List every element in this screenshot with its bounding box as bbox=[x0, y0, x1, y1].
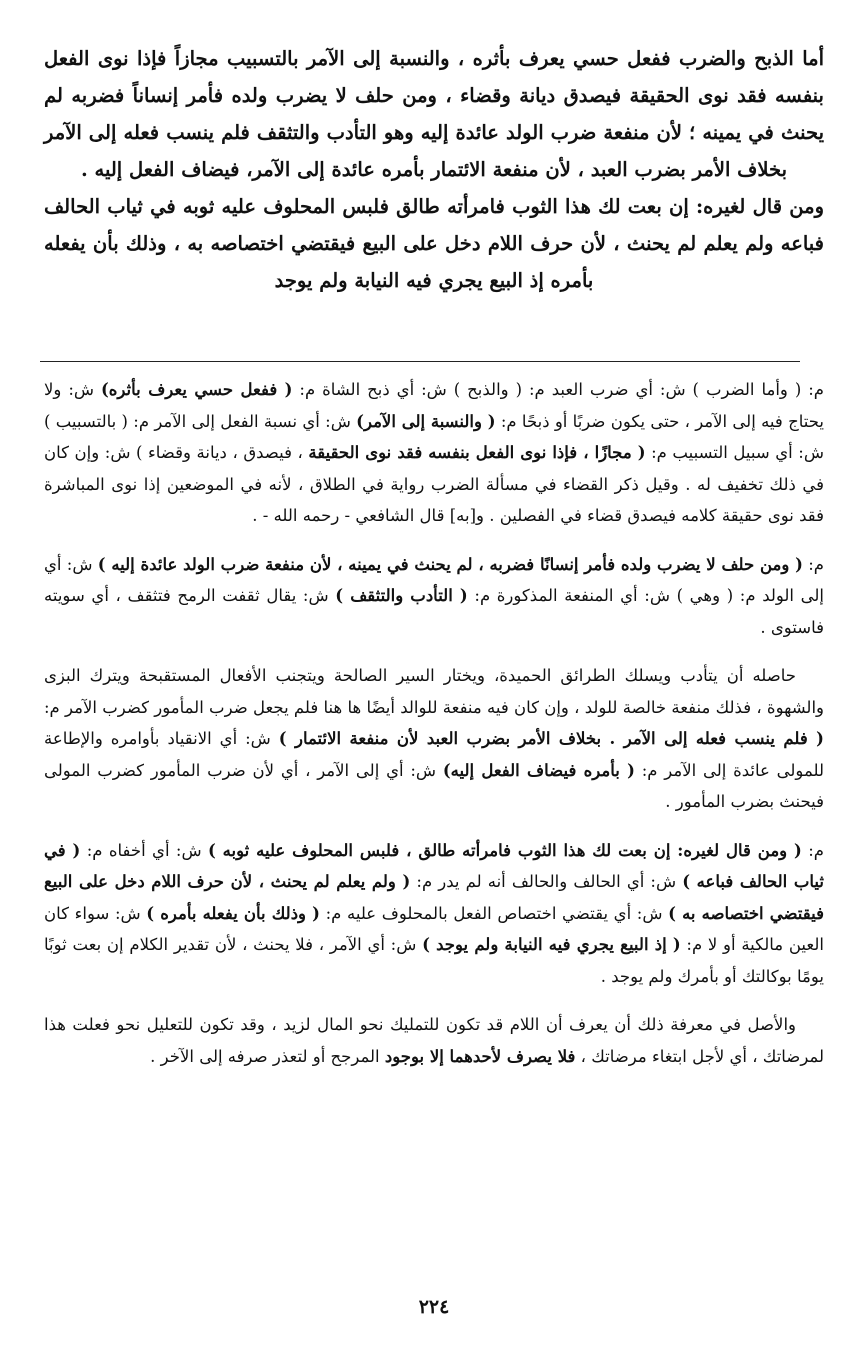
commentary-segment: المرجح أو لتعذر صرفه إلى الآخر . bbox=[150, 1046, 385, 1066]
commentary-segment: ( بأمره فيضاف الفعل إليه) bbox=[442, 760, 635, 780]
commentary-segment: ش: يقال ثقفت الرمح فتثقف ، أي سويته فاستوى . bbox=[44, 586, 824, 637]
commentary-segment: ش: أي يقتضي اختصاص الفعل بالمحلوف عليه م: bbox=[319, 903, 669, 923]
commentary-segment: ( التأدب والتثقف ) bbox=[335, 586, 468, 605]
commentary-segment: ش: أي إلى الولد م: ( وهي ) ش: أي المنفعة المذكورة م: bbox=[44, 554, 825, 605]
commentary-segment: ش: أي الآمر ، فلا يحنث ، لأن تقدير الكلام إن بعت ثوبًا يومًا بوكالتك أو بأمرك ولم يوجد . bbox=[44, 935, 824, 986]
commentary-segment: ش: أي الحالف والحالف أنه لم يدر م: bbox=[410, 872, 683, 891]
commentary-segment: ( ومن قال لغيره: إن بعت لك هذا الثوب فامرأته طالق ، فلبس المحلوف عليه ثوبه ) bbox=[208, 840, 802, 860]
commentary bbox=[44, 374, 824, 1089]
commentary-segment: ( ولم يعلم لم يحنث ، لأن حرف اللام دخل على البيع فيقتضي اختصاصه به ) bbox=[44, 872, 824, 923]
main-paragraph-2: ومن قال لغيره: إن بعت لك هذا الثوب فامرأته طالق فلبس المحلوف عليه ثوبه في ثياب الحالف فباعه ولم يعلم لم يحنث ، لأن حرف اللام دخل على البيع فيقتضي اختصاصه به ، وذلك بأن يفعله بأمره إذ البيع يجري فيه النيابة ولم يوجد bbox=[44, 195, 824, 292]
commentary-segment: ( والنسبة إلى الآمر) bbox=[356, 411, 496, 431]
main-text bbox=[44, 40, 824, 299]
commentary-paragraph-1 bbox=[44, 374, 824, 532]
commentary-segment: فلا يصرف لأحدهما إلا بوجود bbox=[384, 1046, 576, 1066]
commentary-segment: ( مجازًا ، فإذا نوى الفعل بنفسه فقد نوى الحقيقة bbox=[308, 443, 646, 462]
commentary-segment: م: ( وأما الضرب ) ش: أي ضرب العبد م: ( والذبح ) ش: أي ذبح الشاة م: bbox=[292, 380, 824, 399]
commentary-segment: ش: أي نسبة الفعل إلى الآمر م: ( بالتسبيب ) ش: أي سبيل التسبيب م: bbox=[44, 411, 825, 462]
commentary-segment: ( إذ البيع يجري فيه النيابة ولم يوجد ) bbox=[422, 935, 681, 954]
commentary-paragraph-5 bbox=[44, 1009, 824, 1072]
commentary-segment: ( وذلك بأن يفعله بأمره ) bbox=[146, 903, 320, 923]
commentary-segment: ش: سواء كان العين مالكية أو لا م: bbox=[44, 903, 824, 954]
commentary-paragraph-4 bbox=[44, 835, 824, 993]
commentary-segment: ش: أي الانقياد بأوامره والإطاعة للمولى عائدة إلى الآمر م: bbox=[44, 729, 824, 780]
commentary-segment: ( ففعل حسي يعرف بأثره) bbox=[100, 380, 293, 399]
section-divider bbox=[40, 361, 800, 362]
commentary-segment: ( فلم ينسب فعله إلى الآمر . بخلاف الأمر بضرب العبد لأن منفعة الائتمار ) bbox=[278, 729, 824, 748]
commentary-segment: ش: أي إلى الآمر ، أي لأن ضرب المأمور كضرب المولى فيحنث بضرب المأمور . bbox=[44, 760, 824, 811]
main-paragraph-1: أما الذبح والضرب ففعل حسي يعرف بأثره ، والنسبة إلى الآمر بالتسبيب مجازاً فإذا نوى الفعل بنفسه فقد نوى الحقيقة فيصدق ديانة وقضاء ، ومن حلف لا يضرب ولده فأمر إنساناً فضربه لم يحنث في يمينه ؛ لأن منفعة ضرب الولد عائدة إليه وهو التأدب والتثقف فلم ينسب فعله إلى الآمر بخلاف الأمر بضرب العبد ، لأن منفعة الائتمار بأمره عائدة إلى الآمر، فيضاف الفعل إليه . bbox=[44, 47, 824, 181]
commentary-segment: حاصله أن يتأدب ويسلك الطرائق الحميدة، ويختار السير الصالحة ويتجنب الأفعال المستقبحة ويترك البزى والشهوة ، فذلك منفعة خالصة للولد ، وإن كان فيه منفعة للوالد أيضًا ها هنا فلم يجعل ضرب المأمور كضرب الآمر م: bbox=[44, 666, 824, 717]
commentary-segment: والأصل في معرفة ذلك أن يعرف أن اللام قد تكون للتمليك نحو المال لزيد ، وقد تكون للتعليل نحو فعلت هذا لمرضاتك ، أي لأجل ابتغاء مرضاتك ، bbox=[44, 1015, 824, 1066]
page-number: ٢٢٤ bbox=[418, 1296, 450, 1318]
commentary-segment: ش: أي أخفاه م: bbox=[80, 840, 208, 860]
commentary-segment: ( في ثياب الحالف فباعه ) bbox=[44, 840, 824, 891]
commentary-segment: ، فيصدق ، ديانة وقضاء ) ش: وإن كان في ذلك تخفيف له . وقيل ذكر القضاء في مسألة الضرب رواية في الطلاق ، لأنه في الموضعين إذا نوى المباشرة فقد نوى حقيقة كلامه فيصدق قضاء في الفصلين . و[به] قال الشافعي - رحمه الله - . bbox=[44, 443, 824, 525]
commentary-segment: ( ومن حلف لا يضرب ولده فأمر إنسانًا فضربه ، لم يحنث في يمينه ، لأن منفعة ضرب الولد عائدة إليه ) bbox=[97, 554, 803, 574]
commentary-segment: م: bbox=[802, 554, 824, 574]
commentary-paragraph-2 bbox=[44, 549, 824, 644]
commentary-segment: م: bbox=[801, 840, 824, 860]
commentary-paragraph-3 bbox=[44, 660, 824, 818]
commentary-segment: ش: ولا يحتاج فيه إلى الآمر ، حتى يكون ضربًا أو ذبحًا م: bbox=[44, 380, 824, 431]
